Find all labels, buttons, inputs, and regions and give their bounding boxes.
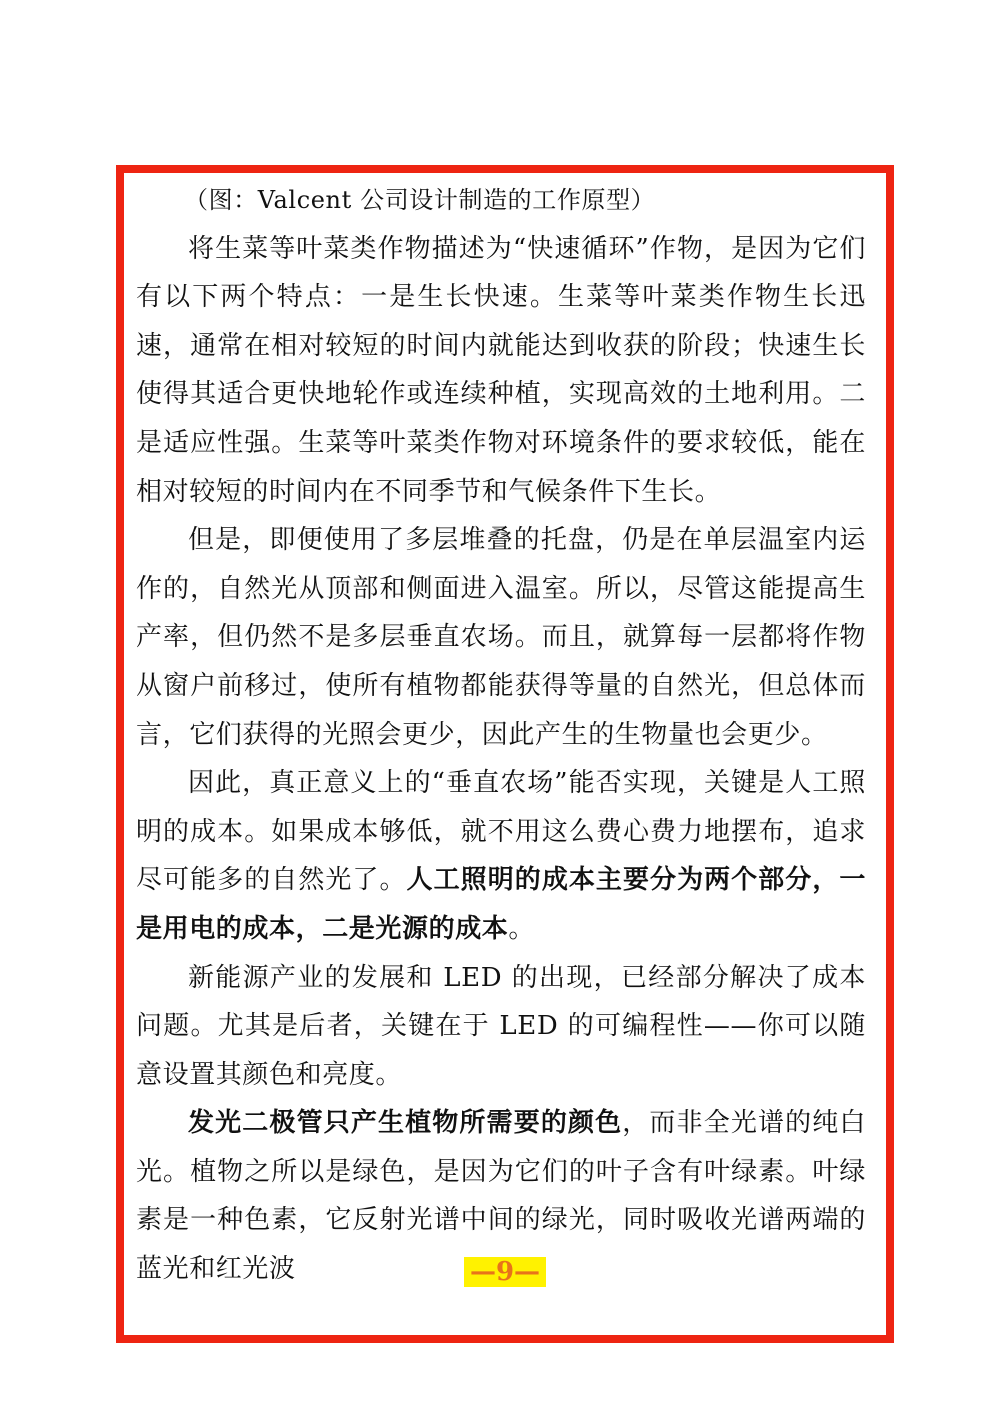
paragraph-lighting-cost <box>136 759 866 953</box>
paragraph-text: 新能源产业的发展和 LED 的出现，已经部分解决了成本问题。尤其是后者，关键在于 LED 的可编程性——你可以随意设置其颜色和亮度。 <box>136 962 866 1090</box>
figure-caption: （图：Valcent 公司设计制造的工作原型） <box>184 186 656 214</box>
paragraph-text: 。 <box>508 913 536 944</box>
paragraph-text: 但是，即便使用了多层堆叠的托盘，仍是在单层温室内运作的，自然光从顶部和侧面进入温室。所以，尽管这能提高生产率，但仍然不是多层垂直农场。而且，就算每一层都将作物从窗户前移过，使所有植物都能获得等量的自然光，但总体而言，它们获得的光照会更少，因此产生的生物量也会更少。 <box>136 525 866 750</box>
bold-emphasis: 人工照明的成本主要分为两个部分，一是用电的成本，二是光源的成本 <box>136 865 866 944</box>
page-number: —9— <box>464 1257 546 1287</box>
document-body <box>136 176 866 1294</box>
bold-emphasis: 发光二极管只产生植物所需要的颜色 <box>188 1108 623 1139</box>
paragraph-text: 因此，真正意义上的“垂直农场”能否实现，关键是人工照明的成本。如果成本够低，就不用这么费心费力地摆布，追求尽可能多的自然光了。 <box>136 768 866 896</box>
paragraph-natural-light <box>136 516 866 759</box>
paragraph-text: ，而非全光谱的纯白光。植物之所以是绿色，是因为它们的叶子含有叶绿素。叶绿素是一种色素，它反射光谱中间的绿光，同时吸收光谱两端的蓝光和红光波 <box>136 1108 866 1285</box>
paragraph-text: 将生菜等叶菜类作物描述为“快速循环”作物，是因为它们有以下两个特点：一是生长快速。生菜等叶菜类作物生长迅速，通常在相对较短的时间内就能达到收获的阶段；快速生长使得其适合更快地轮作或连续种植，实现高效的土地利用。二是适应性强。生菜等叶菜类作物对环境条件的要求较低，能在相对较短的时间内在不同季节和气候条件下生长。 <box>136 233 866 507</box>
paragraph-led <box>136 954 866 1100</box>
paragraph-fast-cycle <box>136 225 866 517</box>
